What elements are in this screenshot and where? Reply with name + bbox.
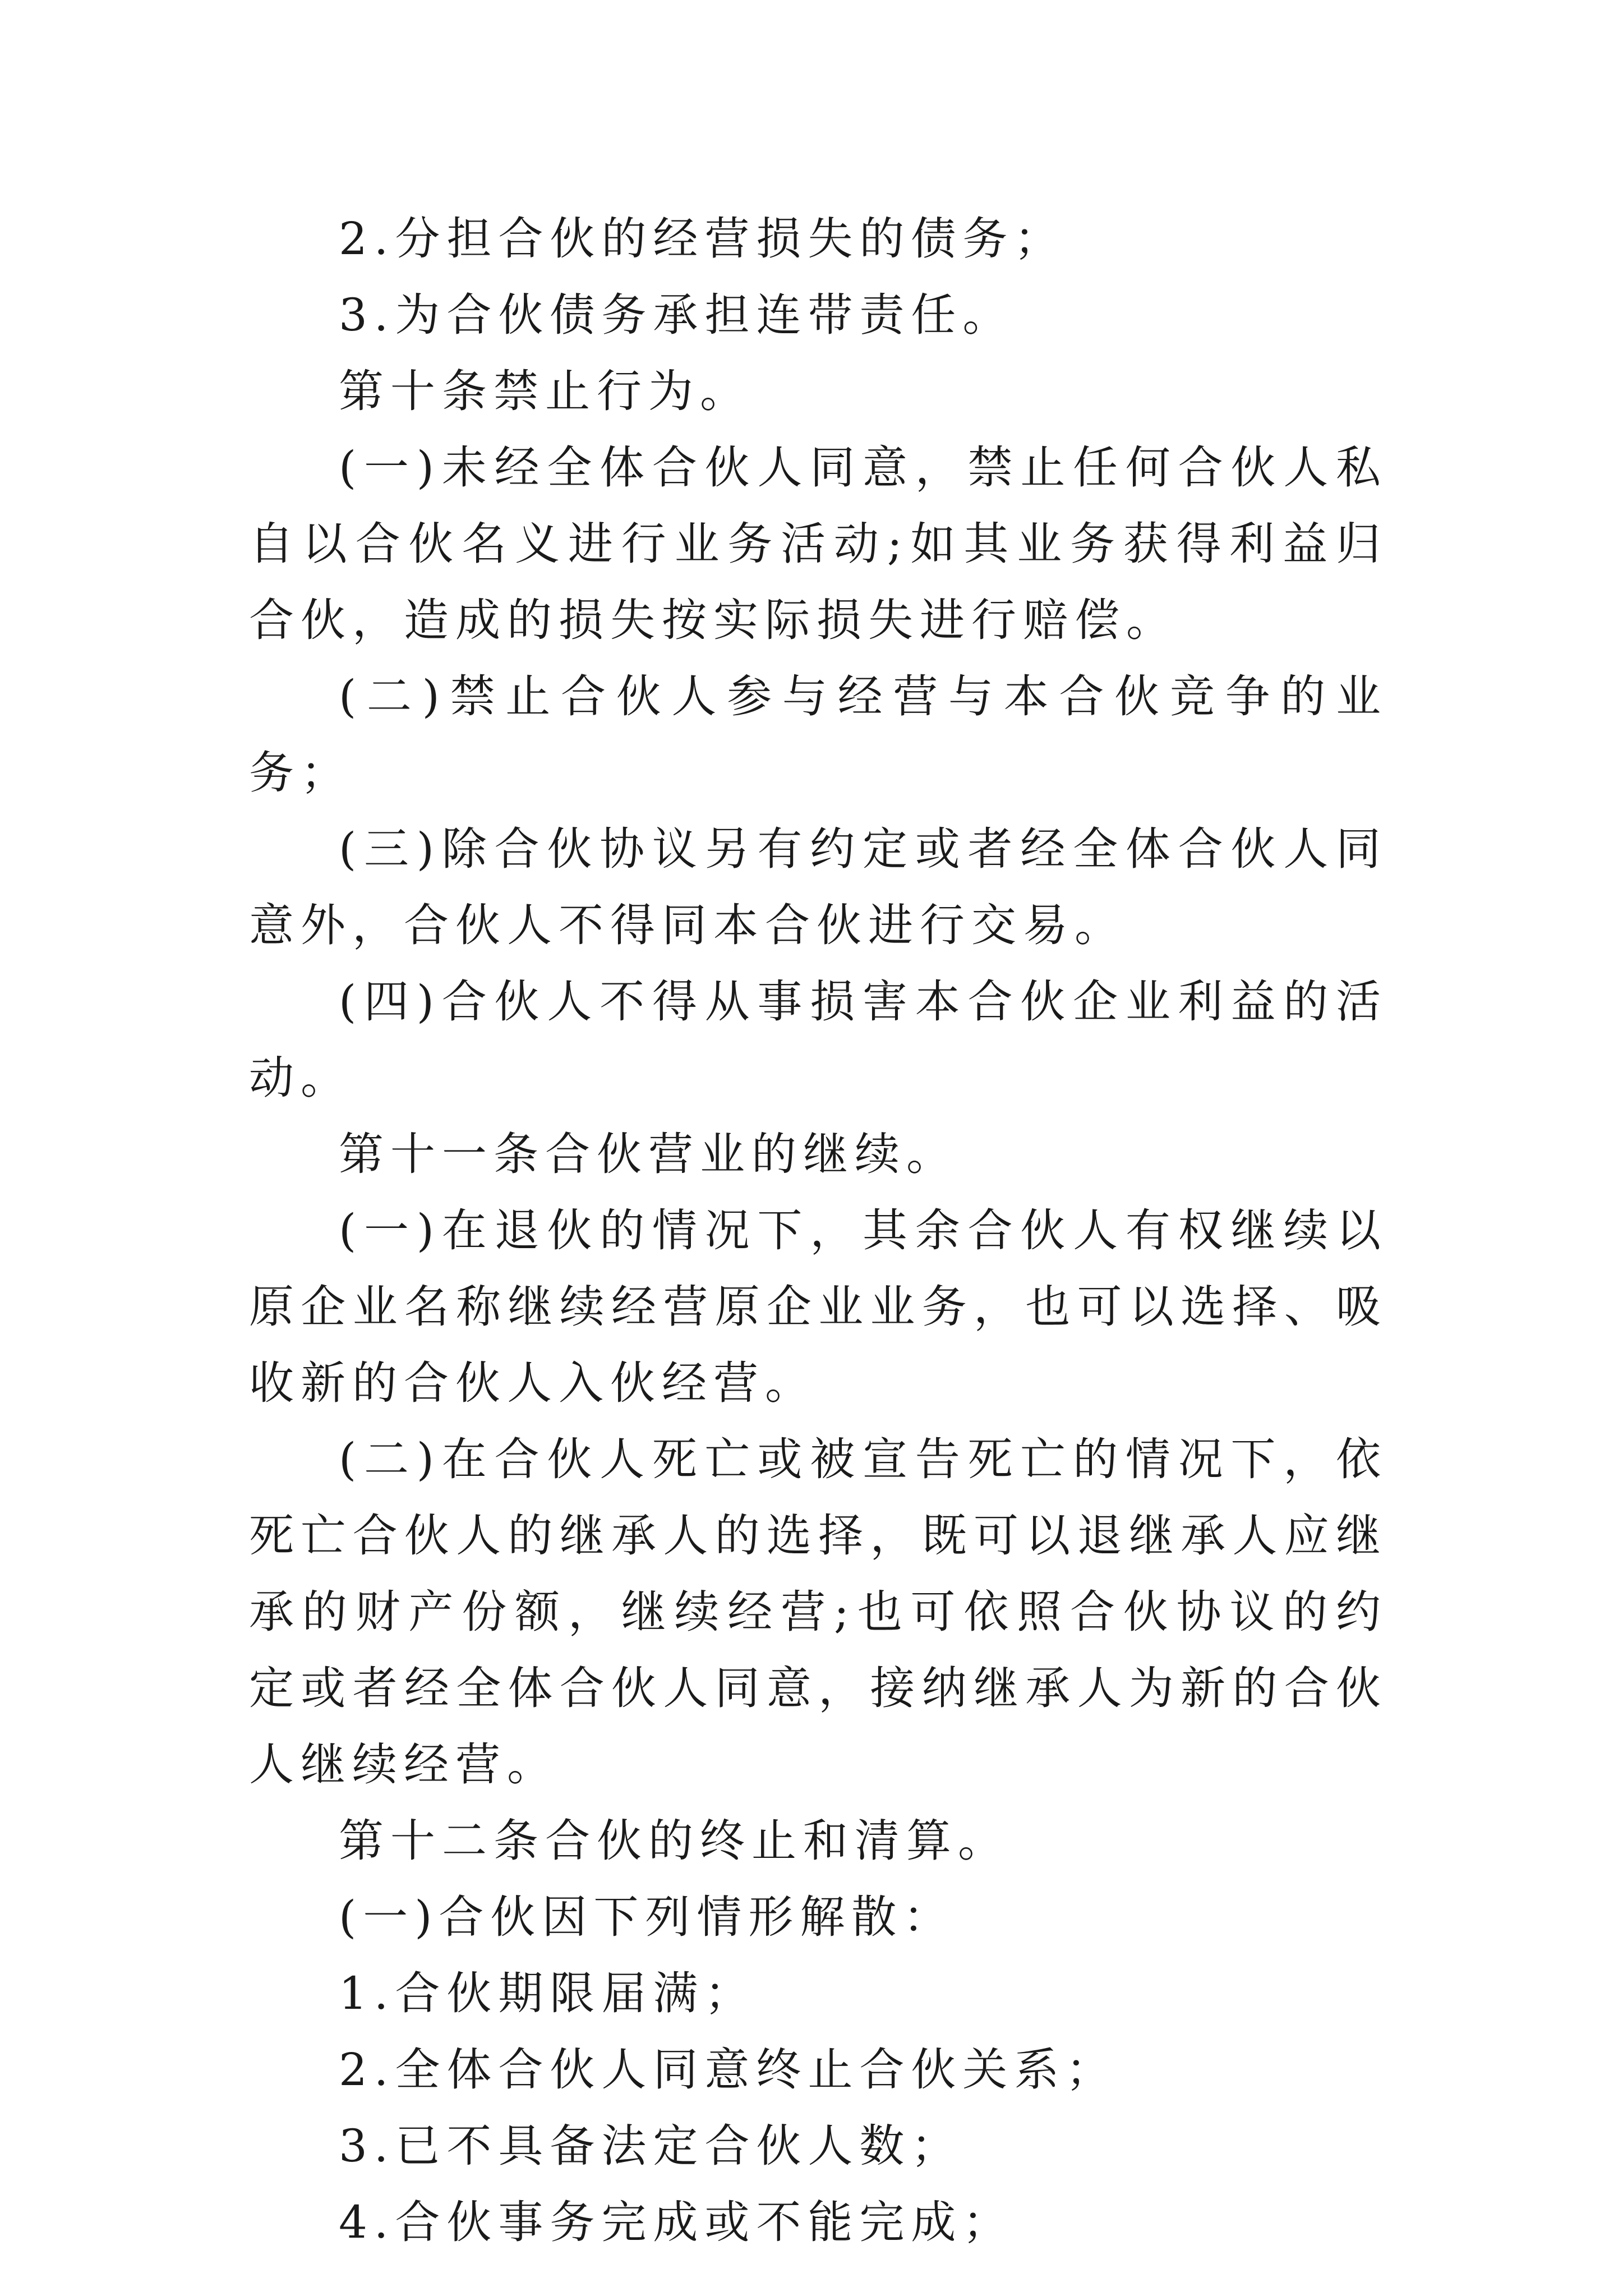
clause-paragraph: (二)禁止合伙人参与经营与本合伙竞争的业务； [249,670,1387,799]
clause-paragraph: (一)在退伙的情况下，其余合伙人有权继续以原企业名称继续经营原企业业务，也可以选择、吸收新的合伙人入伙经营。 [249,1204,1387,1409]
clause-paragraph: (一)未经全体合伙人同意，禁止任何合伙人私自以合伙名义进行业务活动;如其业务获得利益归合伙，造成的损失按实际损失进行赔偿。 [249,441,1387,646]
document-body [249,201,1387,2261]
list-item: 3.为合伙债务承担连带责任。 [339,289,1015,341]
list-item: 3.已不具备法定合伙人数； [339,2120,963,2172]
article-heading: 第十一条合伙营业的继续。 [339,1128,958,1180]
article-heading: 第十条禁止行为。 [339,365,751,417]
clause-paragraph: (四)合伙人不得从事损害本合伙企业利益的活动。 [249,976,1387,1104]
clause-paragraph: (三)除合伙协议另有约定或者经全体合伙人同意外，合伙人不得同本合伙进行交易。 [249,823,1387,951]
list-item: 2.全体合伙人同意终止合伙关系； [339,2044,1118,2096]
list-item: 2.分担合伙的经营损失的债务； [339,213,1066,265]
clause-paragraph: (二)在合伙人死亡或被宣告死亡的情况下，依死亡合伙人的继承人的选择，既可以退继承人应继承的财产份额，继续经营;也可依照合伙协议的约定或者经全体合伙人同意，接纳继承人为新的合伙人继续经营。 [249,1433,1387,1791]
list-item: 4.合伙事务完成或不能完成； [339,2196,1015,2248]
list-item: 1.合伙期限届满； [339,1967,757,2019]
article-heading: 第十二条合伙的终止和清算。 [339,1815,1009,1867]
clause-paragraph: (一)合伙因下列情形解散： [339,1891,955,1943]
